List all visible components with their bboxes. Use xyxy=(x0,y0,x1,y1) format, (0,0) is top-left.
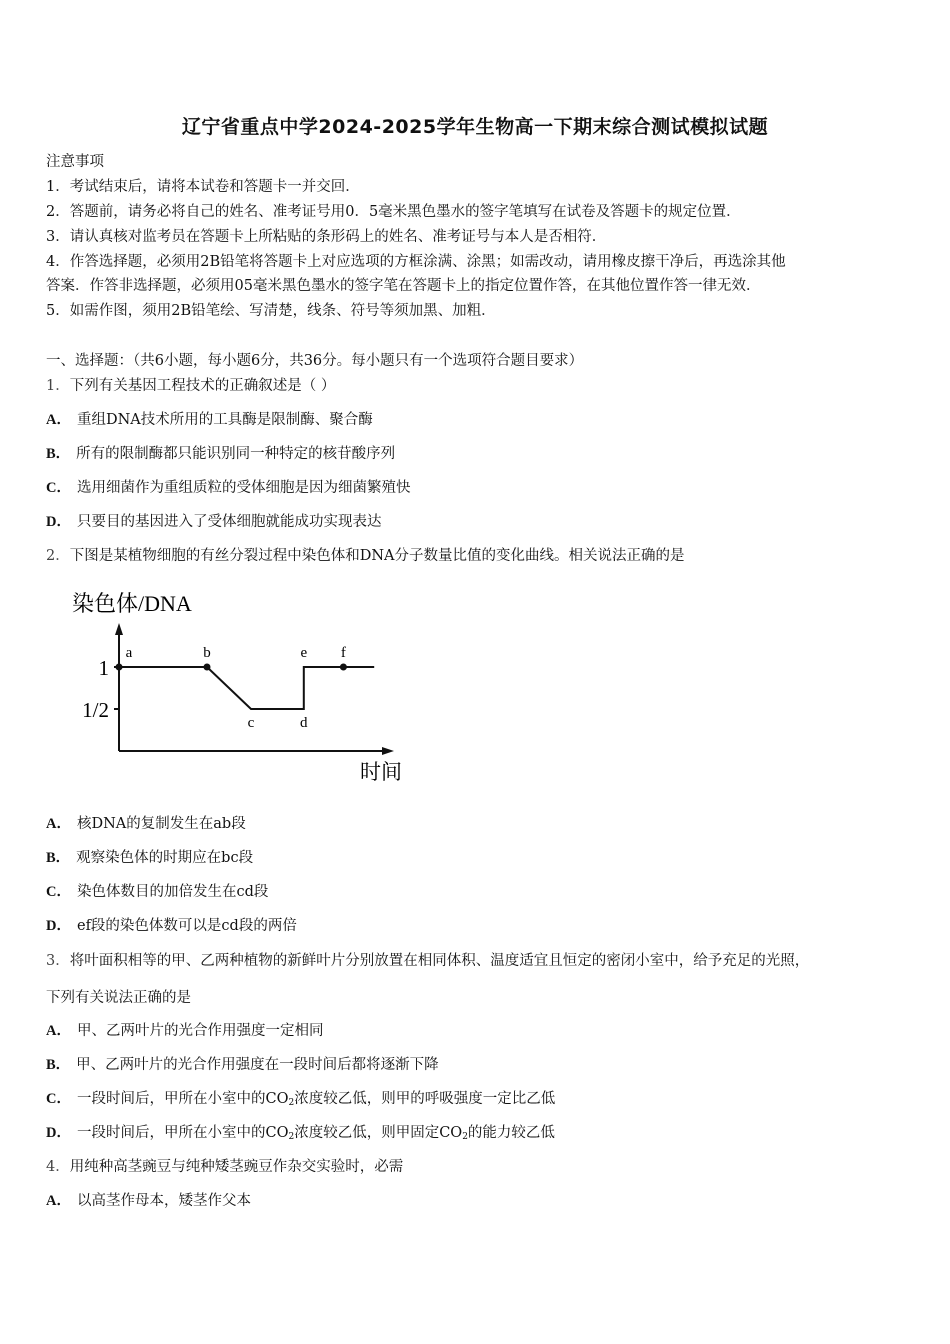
notice-item: 3．请认真核对监考员在答题卡上所粘贴的条形码上的姓名、准考证号与本人是否相符． xyxy=(46,229,607,245)
notice-item: 1．考试结束后，请将本试卷和答题卡一并交回． xyxy=(46,179,360,195)
option-label: B． xyxy=(46,850,71,866)
option-b xyxy=(46,848,253,868)
option-text: 甲、乙两叶片的光合作用强度一定相同 xyxy=(76,1023,324,1039)
option-d xyxy=(46,916,297,936)
section-heading: 一、选择题：（共6小题，每小题6分，共36分。每小题只有一个选项符合题目要求） xyxy=(46,353,584,369)
question-number: 3． xyxy=(46,953,70,969)
question-1 xyxy=(46,376,335,396)
chart-ylabel: 染色体/DNA xyxy=(72,591,192,616)
option-label: A． xyxy=(46,816,71,832)
option-label: A． xyxy=(46,1023,71,1039)
ratio-line-chart xyxy=(66,583,426,789)
option-text: ef段的染色体数可以是cd段的两倍 xyxy=(76,918,297,934)
option-text-pre: 一段时间后，甲所在小室中的CO xyxy=(76,1125,289,1141)
option-label: C． xyxy=(46,884,71,900)
option-text: 核DNA的复制发生在ab段 xyxy=(76,816,246,832)
notice-item: 5．如需作图，须用2B铅笔绘、写清楚，线条、符号等须加黑、加粗． xyxy=(46,303,496,319)
subscript: 2 xyxy=(462,1132,468,1142)
point-label-c: c xyxy=(247,715,255,731)
question-stem-continued: 下列有关说法正确的是 xyxy=(46,990,191,1006)
option-text-pre: 一段时间后，甲所在小室中的CO xyxy=(76,1091,289,1107)
question-stem: 下图是某植物细胞的有丝分裂过程中染色体和DNA分子数量比值的变化曲线。相关说法正确的是 xyxy=(69,548,685,564)
option-text: 以高茎作母本，矮茎作父本 xyxy=(76,1193,251,1209)
option-label: C． xyxy=(46,480,71,496)
question-4 xyxy=(46,1157,403,1177)
question-number: 1． xyxy=(46,378,70,394)
option-text: 染色体数目的加倍发生在cd段 xyxy=(76,884,269,900)
option-b xyxy=(46,444,395,464)
option-d xyxy=(46,1123,555,1147)
option-c xyxy=(46,1089,555,1113)
y-axis-arrow xyxy=(115,623,123,635)
page-title: 辽宁省重点中学2024-2025学年生物高一下期末综合测试模拟试题 xyxy=(181,116,769,138)
notice-item: 答案．作答非选择题，必须用05毫米黑色墨水的签字笔在答题卡上的指定位置作答，在其他位置作答一律无效． xyxy=(46,278,761,294)
notice-item: 4．作答选择题，必须用2B铅笔将答题卡上对应选项的方框涂满、涂黑；如需改动，请用橡皮擦干净后，再选涂其他 xyxy=(46,254,786,270)
option-d xyxy=(46,512,381,532)
series-line xyxy=(119,667,374,709)
subscript: 2 xyxy=(288,1098,295,1108)
option-text: 所有的限制酶都只能识别同一种特定的核苷酸序列 xyxy=(76,446,396,462)
question-stem: 下列有关基因工程技术的正确叙述是（ ） xyxy=(69,378,336,394)
point-label-f: f xyxy=(340,645,346,661)
option-text-post: 浓度较乙低，则甲的呼吸强度一定比乙低 xyxy=(294,1091,556,1107)
point-label-e: e xyxy=(300,645,308,661)
option-label: D． xyxy=(46,1125,71,1141)
option-label: A． xyxy=(46,412,71,428)
question-number: 4． xyxy=(46,1159,70,1175)
option-a xyxy=(46,814,246,834)
point-label-a: a xyxy=(125,645,133,661)
option-label: D． xyxy=(46,514,71,530)
point-label-b: b xyxy=(203,645,211,661)
y-tick-label: 1 xyxy=(98,656,109,680)
question-3 xyxy=(46,951,809,971)
question-number: 2． xyxy=(46,548,70,564)
option-a xyxy=(46,1191,251,1211)
option-b xyxy=(46,1055,439,1075)
x-axis-arrow xyxy=(382,747,394,755)
notice-item: 2．答题前，请务必将自己的姓名、准考证号用0．5毫米黑色墨水的签字笔填写在试卷及答题卡的规定位置． xyxy=(46,204,741,220)
data-point-a xyxy=(116,664,123,671)
option-text: 重组DNA技术所用的工具酶是限制酶、聚合酶 xyxy=(76,412,373,428)
data-point-f xyxy=(340,664,347,671)
option-label: C． xyxy=(46,1091,71,1107)
option-label: B． xyxy=(46,1057,71,1073)
option-text: 选用细菌作为重组质粒的受体细胞是因为细菌繁殖快 xyxy=(76,480,411,496)
chart-xlabel: 时间 xyxy=(360,760,402,784)
option-text: 观察染色体的时期应在bc段 xyxy=(76,850,254,866)
option-a xyxy=(46,1021,323,1041)
notice-heading: 注意事项 xyxy=(46,154,104,170)
option-text: 只要目的基因进入了受体细胞就能成功实现表达 xyxy=(76,514,382,530)
option-c xyxy=(46,478,410,498)
data-point-b xyxy=(204,664,211,671)
option-text: 甲、乙两叶片的光合作用强度在一段时间后都将逐渐下降 xyxy=(76,1057,439,1073)
question-stem: 将叶面积相等的甲、乙两种植物的新鲜叶片分别放置在相同体积、温度适宜且恒定的密闭小室中，给予充足的光照， xyxy=(69,953,810,969)
option-label: D． xyxy=(46,918,71,934)
y-tick-label: 1/2 xyxy=(82,698,109,722)
option-c xyxy=(46,882,268,902)
subscript: 2 xyxy=(288,1132,295,1142)
option-label: A． xyxy=(46,1193,71,1209)
option-a xyxy=(46,410,373,430)
option-text-mid: 浓度较乙低，则甲固定CO xyxy=(294,1125,463,1141)
option-label: B． xyxy=(46,446,71,462)
option-text-post: 的能力较乙低 xyxy=(467,1125,555,1141)
question-2 xyxy=(46,546,685,566)
question-stem: 用纯种高茎豌豆与纯种矮茎豌豆作杂交实验时，必需 xyxy=(69,1159,404,1175)
point-label-d: d xyxy=(300,715,308,731)
